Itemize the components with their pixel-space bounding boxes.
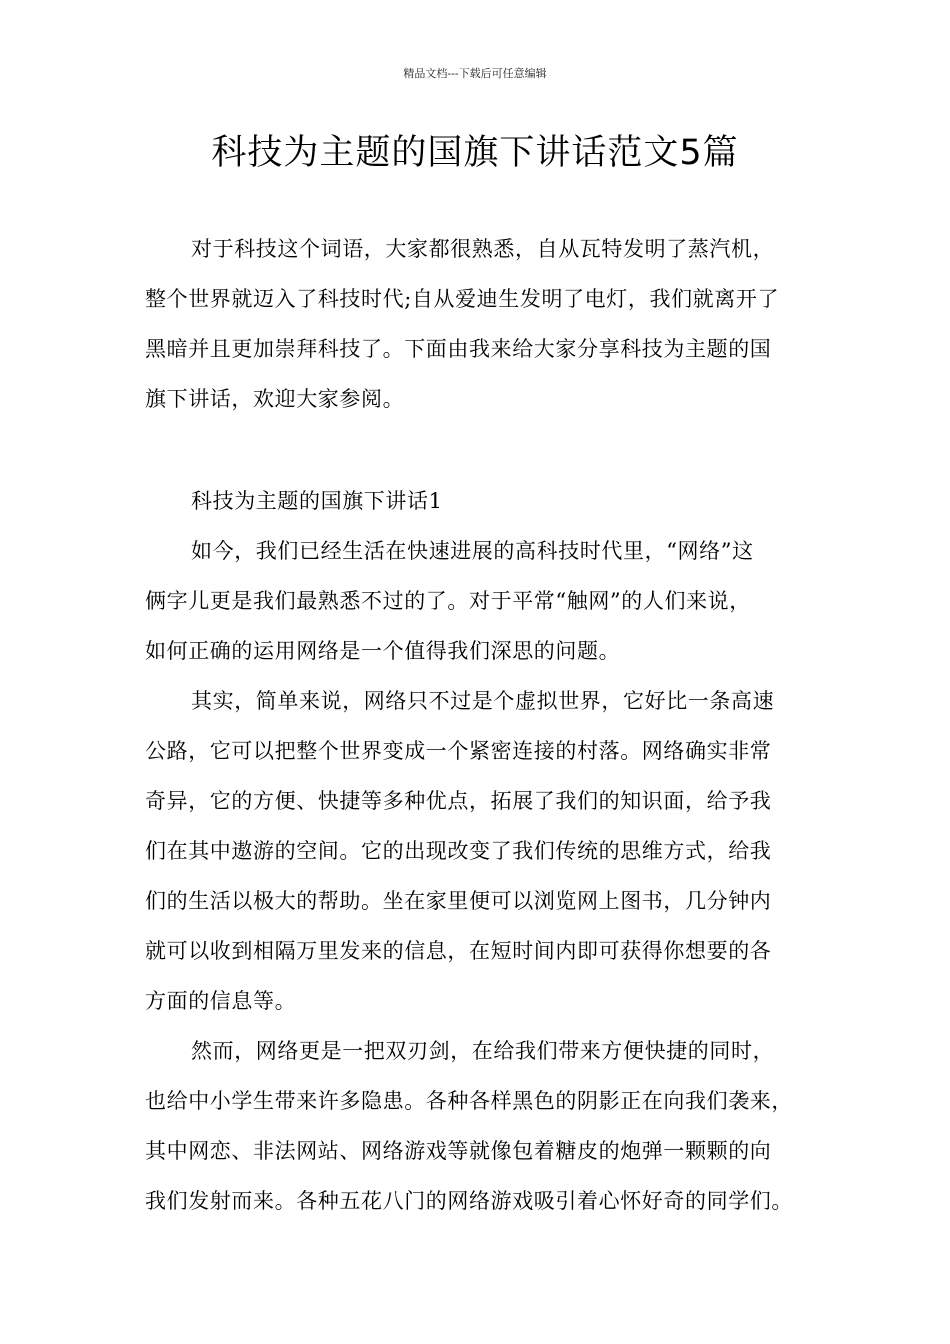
paragraph-line: 其实，简单来说，网络只不过是个虚拟世界，它好比一条高速 [191,689,775,713]
intro-line: 旗下讲话，欢迎大家参阅。 [145,387,405,411]
paragraph-line: 俩字儿更是我们最熟悉不过的了。对于平常“触网”的人们来说， [145,589,751,613]
section-heading: 科技为主题的国旗下讲话1 [191,489,443,513]
paragraph [145,1026,835,1226]
document-title: 科技为主题的国旗下讲话范文5篇 [211,133,739,173]
paragraph-line: 公路，它可以把整个世界变成一个紧密连接的村落。网络确实非常 [145,739,772,763]
paragraph-line: 就可以收到相隔万里发来的信息，在短时间内即可获得你想要的各 [145,939,772,963]
paragraph-line: 奇异，它的方便、快捷等多种优点，拓展了我们的知识面，给予我 [145,789,772,813]
header-note: 精品文档---下载后可任意编辑 [403,67,547,80]
speech-section-1 [145,476,835,1226]
paragraph [145,526,835,676]
paragraph-line: 如何正确的运用网络是一个值得我们深思的问题。 [145,639,621,663]
intro-paragraph [145,224,835,424]
paragraph-line: 其中网恋、非法网站、网络游戏等就像包着糖皮的炮弹一颗颗的向 [145,1139,772,1163]
paragraph-line: 们在其中遨游的空间。它的出现改变了我们传统的思维方式，给我 [145,839,772,863]
paragraph-line: 们的生活以极大的帮助。坐在家里便可以浏览网上图书，几分钟内 [145,889,772,913]
paragraph-line: 也给中小学生带来许多隐患。各种各样黑色的阴影正在向我们袭来， [145,1089,793,1113]
paragraph-line: 方面的信息等。 [145,989,297,1013]
intro-line: 对于科技这个词语，大家都很熟悉，自从瓦特发明了蒸汽机， [191,237,775,261]
intro-line: 黑暗并且更加崇拜科技了。下面由我来给大家分享科技为主题的国 [145,337,772,361]
paragraph [145,676,835,1026]
paragraph-line: 如今，我们已经生活在快速进展的高科技时代里，“网络”这 [191,539,754,563]
intro-line: 整个世界就迈入了科技时代;自从爱迪生发明了电灯，我们就离开了 [145,287,780,311]
paragraph-line: 然而，网络更是一把双刃剑，在给我们带来方便快捷的同时， [191,1039,775,1063]
paragraph-line: 我们发射而来。各种五花八门的网络游戏吸引着心怀好奇的同学们。 [145,1189,793,1213]
